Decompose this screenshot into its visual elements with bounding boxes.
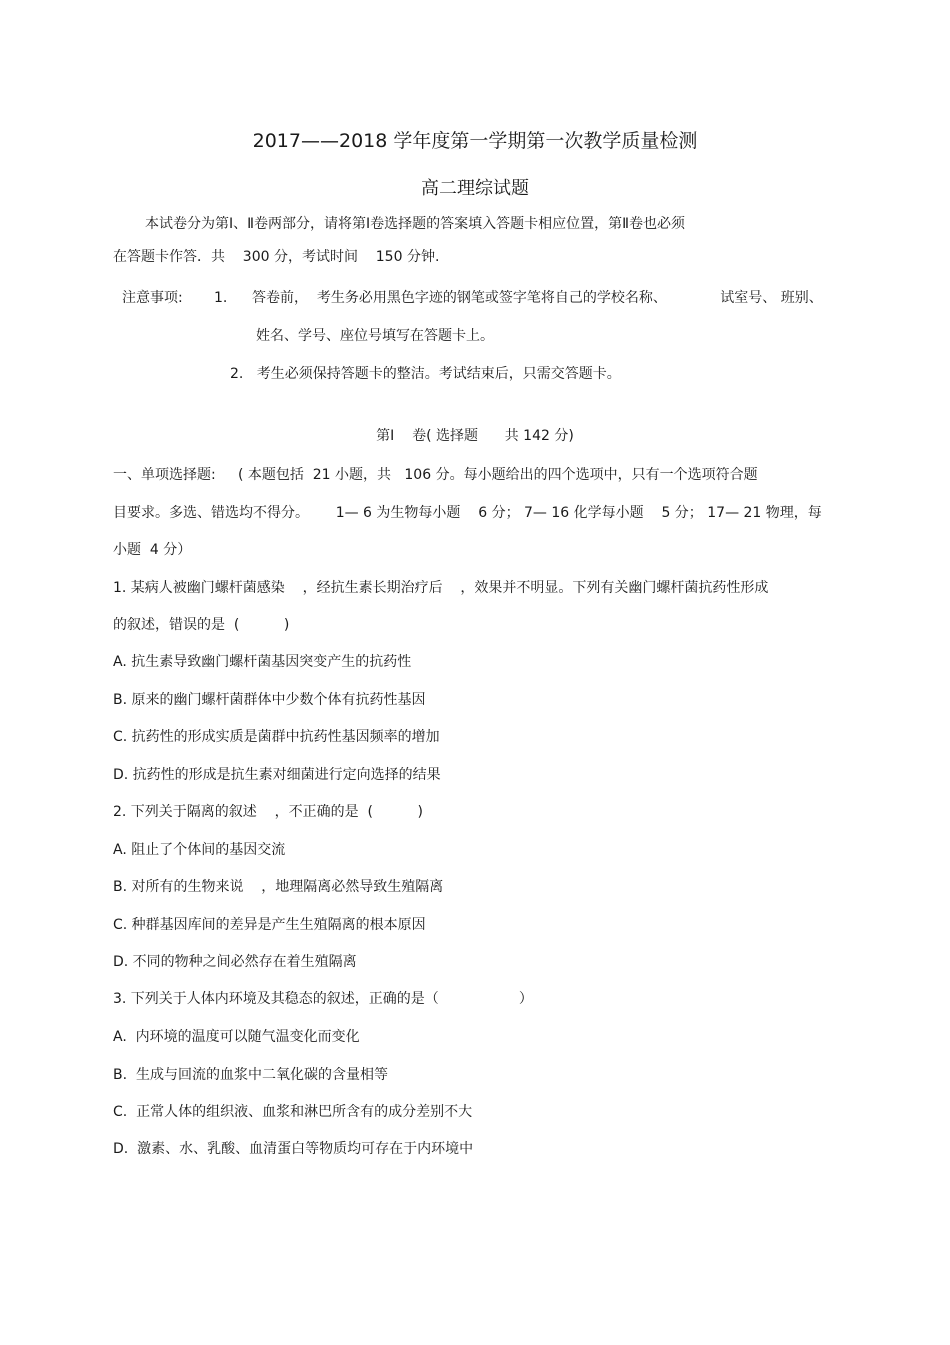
- question-3-option-d: D. 激素、水、乳酸、血清蛋白等物质均可存在于内环境中: [113, 1141, 474, 1157]
- intro-line-2: 在答题卡作答．共 300 分，考试时间 150 分钟.: [113, 249, 440, 265]
- question-3-option-c: C. 正常人体的组织液、血浆和淋巴所含有的成分差别不大: [113, 1104, 473, 1120]
- question-2-option-b: B. 对所有的生物来说 ，地理隔离必然导致生殖隔离: [113, 879, 444, 895]
- section-1-desc-line-1: 一、单项选择题: ( 本题包括 21 小题，共 106 分。每小题给出的四个选项中，只有一个选项符合题: [113, 467, 758, 483]
- question-3-option-a: A. 内环境的温度可以随气温变化而变化: [113, 1029, 360, 1045]
- notes-item-2: 2. 考生必须保持答题卡的整洁。考试结束后，只需交答题卡。: [230, 366, 621, 382]
- question-2-option-d: D. 不同的物种之间必然存在着生殖隔离: [113, 954, 357, 970]
- question-3-stem: 3. 下列关于人体内环境及其稳态的叙述，正确的是（ ）: [113, 991, 533, 1007]
- question-1-stem-line-2: 的叙述，错误的是 ( ): [113, 617, 290, 633]
- section-1-desc-line-2: 目要求。多选、错选均不得分。 1— 6 为生物每小题 6 分； 7— 16 化学每小题 5 分； 17— 21 物理，每: [113, 505, 822, 521]
- notes-item-1-line-2: 姓名、学号、座位号填写在答题卡上。: [256, 328, 494, 344]
- question-2-stem: 2. 下列关于隔离的叙述 ，不正确的是 ( ): [113, 804, 423, 820]
- intro-line-1: 本试卷分为第Ⅰ、Ⅱ卷两部分，请将第Ⅰ卷选择题的答案填入答题卡相应位置，第Ⅱ卷也必须: [145, 216, 686, 232]
- question-1-option-c: C. 抗药性的形成实质是菌群中抗药性基因频率的增加: [113, 729, 440, 745]
- section-1-heading: 第Ⅰ 卷( 选择题 共 142 分): [376, 428, 574, 444]
- exam-title: 2017——2018 学年度第一学期第一次教学质量检测: [252, 130, 698, 152]
- question-1-stem-line-1: 1. 某病人被幽门螺杆菌感染 ，经抗生素长期治疗后 ，效果并不明显。下列有关幽门螺杆菌抗药性形成: [113, 580, 769, 596]
- notes-item-1-number: 1.: [214, 290, 228, 306]
- question-1-option-a: A. 抗生素导致幽门螺杆菌基因突变产生的抗药性: [113, 654, 412, 670]
- notes-item-1-line-1: 答卷前， 考生务必用黑色字迹的钢笔或签字笔将自己的学校名称、 试室号、 班别、: [252, 290, 823, 306]
- exam-subtitle: 高二理综试题: [421, 178, 529, 199]
- question-1-option-b: B. 原来的幽门螺杆菌群体中少数个体有抗药性基因: [113, 692, 426, 708]
- question-3-option-b: B. 生成与回流的血浆中二氧化碳的含量相等: [113, 1067, 388, 1083]
- notes-label: 注意事项:: [122, 290, 183, 306]
- question-1-option-d: D. 抗药性的形成是抗生素对细菌进行定向选择的结果: [113, 767, 441, 783]
- question-2-option-a: A. 阻止了个体间的基因交流: [113, 842, 286, 858]
- section-1-desc-line-3: 小题 4 分）: [113, 542, 192, 558]
- question-2-option-c: C. 种群基因库间的差异是产生生殖隔离的根本原因: [113, 917, 426, 933]
